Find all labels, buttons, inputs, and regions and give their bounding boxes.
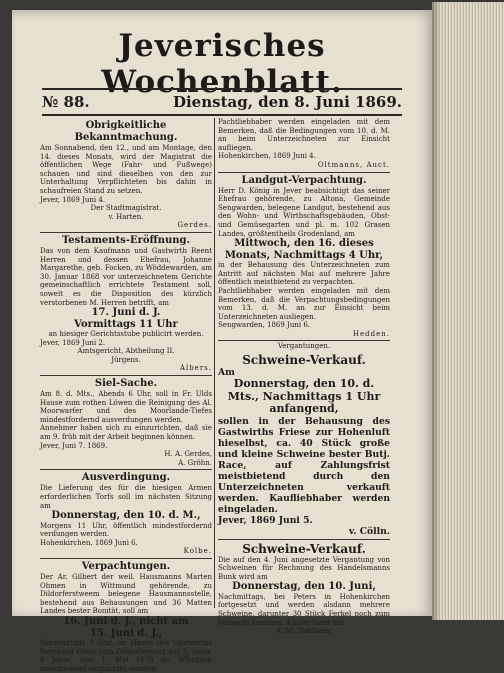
left-column bbox=[40, 118, 212, 673]
notice-date: 17. Juni d. J. bbox=[91, 307, 161, 319]
notice-authority: Der Stadtmagistrat. bbox=[90, 204, 162, 213]
notice-note: Pachtliebhaber werden eingeladen mit dem Bemerken, daß die Verpachtungsbedingungen vom 13. d. M. an zur Einsicht beim Unterzeichneten ausliegen. bbox=[218, 286, 390, 321]
notice-signer: Oltmanns, Auct. bbox=[317, 160, 390, 169]
issue-number: № 88. bbox=[42, 93, 90, 111]
notice-place: Jever, 1869 Juni 4. bbox=[40, 195, 106, 204]
notice-place: Jever, Juni 7. 1869. bbox=[40, 441, 108, 450]
notice-note: Annehmer haben sich zu einzurichten, daß sie am 9. früh mit der Arbeit beginnen können. bbox=[40, 424, 212, 442]
notice-heading: Testaments-Eröffnung. bbox=[61, 234, 191, 246]
notice-date: Mittwoch, den 16. dieses Monats, Nachmittags 4 Uhr, bbox=[224, 238, 384, 261]
notice-credit: Hedden. bbox=[352, 329, 390, 338]
notice-date: Donnerstag, den 10. d. M., bbox=[51, 510, 201, 522]
notice-date: Donnerstag, den 10. Juni, bbox=[232, 581, 376, 593]
notice-heading: Obrigkeitliche Bekanntmachung. bbox=[74, 120, 178, 143]
rule bbox=[218, 172, 390, 173]
section-kicker: Vergantungen. bbox=[277, 342, 331, 351]
notice-signer: A. M. Taddiken. bbox=[276, 627, 332, 636]
notice-signer: A. Gröhn. bbox=[178, 458, 212, 467]
rule bbox=[40, 375, 212, 376]
notice-place: Hohenkirchen, 1869 Juni 6. bbox=[40, 538, 138, 547]
notice-lead: Am bbox=[218, 367, 235, 379]
notice-body: Am 8. d. Mts., Abends 6 Uhr, soll in Fr. Ulds Hause zum rothen Löwen die Reinigung des Al. Moorwarfer und des Moorlande-Tiefes mindestfordernd ausverdungen werden. bbox=[40, 390, 212, 424]
notice-credit: Albers. bbox=[179, 364, 212, 373]
newspaper-page bbox=[12, 10, 432, 673]
notice-signer: v. Cölln. bbox=[348, 525, 390, 537]
notice-where: an hiesiger Gerichtsstube publicirt werden. bbox=[48, 330, 204, 339]
notice-place: Jever, 1869 Juni 5. bbox=[218, 514, 313, 526]
right-column bbox=[218, 118, 390, 636]
notice-heading: Landgut-Verpachtung. bbox=[241, 174, 367, 186]
notice-body: Das von dem Kaufmann und Gastwirth Reent Herren und dessen Ehefrau, Johanne Margarethe, geb. Focken, zu Wöddewarden, am 30. Januar 1868 vor unterzeichnetem Gerichte gemeinschaftlich errichtete Testament soll, soweit es die Disposition des kürzlich verstorbenen M. Herren betrifft, am bbox=[40, 246, 212, 307]
rule bbox=[40, 469, 212, 470]
page-edges bbox=[432, 2, 504, 620]
notice-signer: H. A. Gerdes, bbox=[164, 450, 212, 459]
notice-signer: Jürgens. bbox=[111, 355, 141, 364]
notice-place: Hohenkirchen, 1869 Juni 4. bbox=[218, 152, 316, 161]
notice-place: Jever, 1869 Juni 2. bbox=[40, 338, 106, 347]
notice-body: Der Ar. Gilbert der weil. Hausmanns Marten Ohmen in Wittmund gehörende, zu Dildorferstweem belegene Hausmannsstelle, bestehend aus Behausungen und 36 Matten Landes bester Bonität, soll am bbox=[40, 573, 212, 616]
notice-body: Nachmittags, bei Peters in Hohenkirchen fortgesetzt und werden alsdann mehrere Schweine, darunter 30 Stück Ferkel noch zum Verkaufe kommen. Käufer ladet ein bbox=[218, 592, 390, 627]
notice-date: 16. Juni d. J., nicht am bbox=[63, 616, 189, 628]
notice-body: Die auf den 4. Juni angesetzte Vergantung von Schweinen für Rechnung des Handelsmanns Bunk wird am bbox=[218, 555, 390, 581]
issue-date: Dienstag, den 8. Juni 1869. bbox=[172, 93, 402, 111]
masthead-title: Jeverisches Wochenblatt. bbox=[101, 28, 343, 100]
rule bbox=[218, 340, 390, 341]
issue-dateline bbox=[42, 88, 402, 116]
notice-body: in der Behausung des Unterzeichneten zum Antritt auf nächsten Mai auf mehrere Jahre öffentlich meistbietend zu verpachten. bbox=[218, 261, 390, 287]
rule bbox=[218, 539, 390, 540]
notice-date: Donnerstag, den 10. d. Mts., Nachmittags 1 Uhr anfangend, bbox=[227, 377, 381, 416]
notice-heading: Siel-Sache. bbox=[94, 378, 158, 390]
notice-heading: Ausverdingung. bbox=[81, 472, 171, 484]
notice-heading: Verpachtungen. bbox=[81, 561, 171, 573]
notice-body: Die Lieferung des für die hiesigen Armen erforderlichen Torfs soll im nächsten Sitzung am bbox=[40, 484, 212, 510]
notice-heading: Schweine-Verkauf. bbox=[242, 541, 366, 556]
notice-signer: v. Harten. bbox=[108, 212, 144, 221]
notice-body: Pachtliebhaber werden eingeladen mit dem Bemerken, daß die Bedingungen vom 10. d. M. an beim Unterzeichneten zur Einsicht aufliegen. bbox=[218, 118, 390, 152]
notice-credit: Kolbe. bbox=[183, 547, 212, 556]
column-divider bbox=[214, 118, 215, 608]
notice-date: 15. Juni d. J., bbox=[89, 627, 163, 639]
notice-time: Vormittags 11 Uhr bbox=[74, 318, 178, 330]
notice-place: Sengwarden, 1869 Juni 6. bbox=[218, 321, 311, 330]
notice-heading: Schweine-Verkauf. bbox=[242, 353, 366, 368]
notice-time: Morgens 11 Uhr, öffentlich mindestfordernd verdungen werden. bbox=[40, 521, 212, 539]
notice-court: Amtsgericht, Abtheilung II. bbox=[77, 347, 175, 356]
notice-body: Herr D. König in Jever beabsichtigt das seiner Ehefrau gehörende, zu Altona, Gemeinde Sengwarden, belegene Landgut, bestehend aus den Wohn- und Wirthschaftsgebäuden, Obst- und Gemüsegarten und pl. m. 102 Grasen Landes, größtentheils Grodenland, am bbox=[218, 186, 390, 238]
notice-body: sollen in der Behausung des Gastwirths Friese zur Hohenluft hieselbst, ca. 40 Stück große und kleine Schweine bester Butj. Race, auf Zahlungsfrist meistbietend durch den Unterzeichneten verkauft werden. Kaufliebhaber werden eingeladen. bbox=[218, 415, 390, 515]
notice-body: Nachmittags 3 Uhr, im Hause des Gastwirths Bernhard Oben zum Dildorferwurt auf 3, bezw. 6 Jahre, vom 1. Mai 1870 an, öffentlich meistbietend verpachtet werden. bbox=[40, 639, 212, 673]
rule bbox=[40, 558, 212, 559]
notice-credit: Gerdes. bbox=[177, 221, 212, 230]
rule bbox=[40, 232, 212, 233]
notice-body: Am Sonnabend, den 12., und am Montage, den 14. dieses Monats, wird der Magistrat die öffentlichen Wege (Fahr- und Fußwege) schauen und sind dieselben von den zur Unterhaltung Verpflichteten bis dahin in schaufreien Stand zu setzen. bbox=[40, 144, 212, 195]
